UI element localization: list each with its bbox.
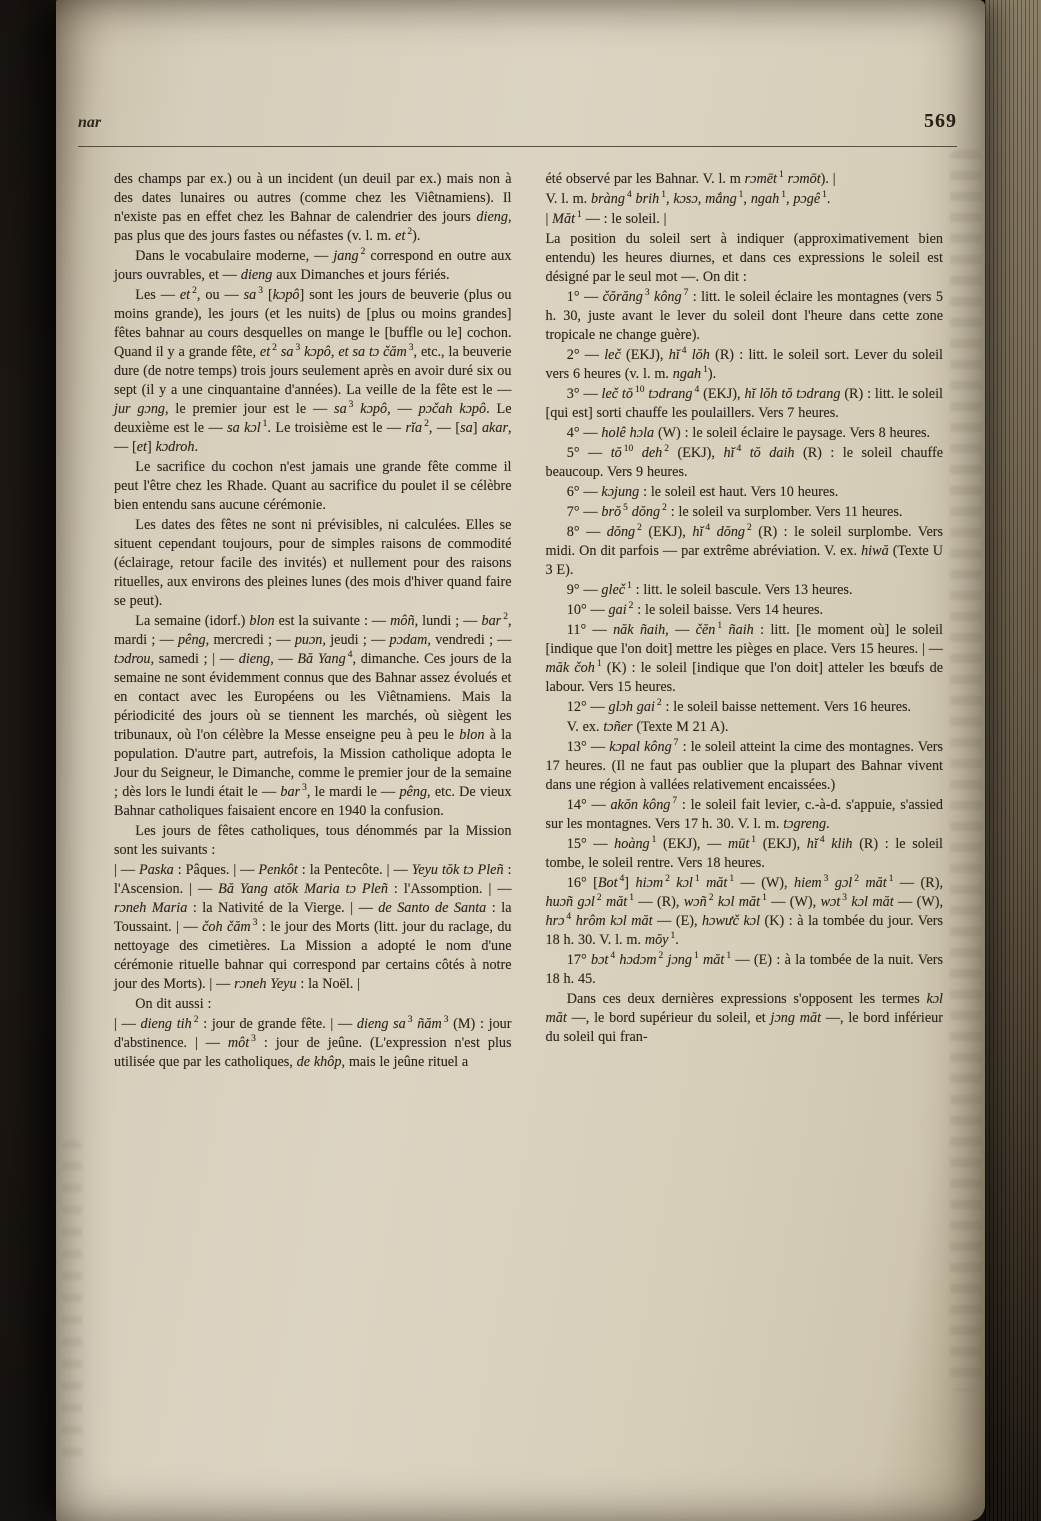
paragraph: 1° — čŏrăng $^3$ kông $^7$ : litt. le soleil éclaire les montagnes (vers 5 h. 30, juste avant le lever du soleil dont l'heure dans cette zone tropicale ne change guère).: [545, 288, 943, 343]
paragraph: 11° — năk ñaih, — čĕn $^1$ ñaih : litt. [le moment où] le soleil [indique que l'on doit] mettre les pièges en place. Vers 15 heures. | — măk čoh $^1$ (K) : le soleil [indique que l'on doit] atteler les bœufs de labour. Vers 15 heures.: [545, 621, 944, 695]
column-right: [546, 170, 944, 1073]
paragraph: Dans ces deux dernières expressions s'opposent les termes kɔl măt —, le bord supérieur du soleil, et jɔng măt —, le bord inférieur du soleil qui fran-: [545, 991, 943, 1045]
paragraph: V. ex. tɔñer (Texte M 21 A).: [566, 719, 729, 735]
paragraph: 15° — hoàng $^1$ (EKJ), — mūt $^1$ (EKJ), hĭ $^4$ klih (R) : le soleil tombe, le soleil rentre. Vers 18 heures.: [545, 835, 944, 871]
paragraph: 3° — leč tŏ $^{10}$ tɔdrang $^4$ (EKJ), hĭ lŏh tŏ tɔdrang (R) : litt. le soleil [qui est] sorti chauffe les poulaillers. Vers 7 heures.: [545, 385, 943, 421]
paragraph: Le sacrifice du cochon n'est jamais une grande fête comme il peut l'être chez les Rhade. Quant au sacrifice du poulet il se célèbre bien entendu sans aucune cérémonie.: [114, 459, 512, 513]
dictionary-page: [56, 0, 985, 1521]
paragraph: La position du soleil sert à indiquer (approximativement bien entendu) les heures diurnes, et dans ces expressions le soleil est désigné par le seul mot —. On dit :: [545, 231, 943, 285]
paragraph: des champs par ex.) ou à un incident (un deuil par ex.) mais non à des dates lunaires ou autres (comme chez les Viêtnamiens). Il n'existe pas en effet chez les Bahnar de calendrier des jours dieng, pas plus que des jours fastes ou néfastes (v. l. m. et $^2$).: [114, 171, 512, 244]
paragraph: Les — et $^2$, ou — sa $^3$ [kɔpô] sont les jours de beuverie (plus ou moins grande), les jours (et les nuits) de [plus ou moins grandes] fêtes bahnar au cours desquelles on mange le [buffle ou le] cochon. Quand il y a grande fête, et $^2$ sa $^3$ kɔpô, et sa tɔ čăm $^3$, etc., la beuverie dure (de notre temps) trois jours seulement après en avoir duré six ou sept (il y a une cinquantaine d'années). La veille de la fête est le — jur gɔng, le premier jour est le — sa $^3$ kɔpô, — pɔčah kɔpô. Le deuxième est le — sa kɔl $^1$. Le troisième est le — rĭa $^2$, — [sa] akar, — [et] kɔdroh.: [114, 286, 512, 455]
paragraph: 14° — akŏn kông $^7$ : le soleil fait levier, c.-à-d. s'appuie, s'assied sur les montagnes. Vers 17 h. 30. V. l. m. tɔgreng.: [545, 796, 943, 832]
paragraph: 7° — brŏ $^5$ dŏng $^2$ : le soleil va surplomber. Vers 11 heures.: [566, 503, 903, 520]
paragraph: 5° — tŏ $^{10}$ deh $^2$ (EKJ), hĭ $^4$ tŏ daih (R) : le soleil chauffe beaucoup. Vers 9 heures.: [545, 444, 944, 480]
paragraph: été observé par les Bahnar. V. l. m rɔmēt $^1$ rɔmōt). |: [545, 170, 836, 187]
paragraph: | Măt $^1$ — : le soleil. |: [545, 210, 667, 227]
paragraph: Les dates des fêtes ne sont ni prévisibles, ni calculées. Elles se situent cependant toujours, pour de simples raisons de commodité (éclairage, retour facile des invités) et nullement pour des raisons rituelles, aux environs des pleines lunes (des mois d'hiver quand faire se peut).: [114, 517, 512, 609]
paragraph: 16° [Bot $^4$] hiɔm $^2$ kɔl $^1$ măt $^1$ — (W), hiem $^3$ gɔl $^2$ măt $^1$ — (R), huɔñ gɔl $^2$ măt $^1$ — (R), wɔñ $^2$ kɔl măt $^1$ — (W), wɔt $^3$ kɔl măt — (W), hrɔ $^4$ hrôm kɔl măt — (E), hɔwưč kɔl (K) : à la tombée du jour. Vers 18 h. 30. V. l. m. mŏy $^1$.: [545, 874, 944, 948]
paragraph: On dit aussi :: [135, 996, 212, 1012]
paragraph: 8° — dŏng $^2$ (EKJ), hĭ $^4$ dŏng $^2$ (R) : le soleil surplombe. Vers midi. On dit parfois — par extrême abréviation. V. ex. hiwă (Texte U 3 E).: [545, 523, 944, 578]
column-left: [114, 170, 512, 1073]
paragraph: 4° — holê hɔla (W) : le soleil éclaire le paysage. Vers 8 heures.: [566, 425, 931, 441]
paragraph: | — dieng tih $^2$ : jour de grande fête. | — dieng sa $^3$ ñăm $^3$ (M) : jour d'abstinence. | — môt $^3$ : jour de jeûne. (L'expression n'est plus utilisée que par les catholiques, de khôp, mais le jeûne rituel a: [114, 1015, 512, 1070]
paragraph: Les jours de fêtes catholiques, tous dénommés par la Mission sont les suivants :: [114, 823, 512, 858]
page-header: [78, 110, 957, 133]
header-rule: [78, 146, 957, 147]
paragraph: | — Paska : Pâques. | — Penkôt : la Pentecôte. | — Yeyu tŏk tɔ Pleñ : l'Ascension. | — Bă Yang atŏk Maria tɔ Pleñ : l'Assomption. | — rɔneh Maria : la Nativité de la Vierge. | — de Santo de Santa : la Toussaint. | — čoh čăm $^3$ : le jour des Morts (litt. jour du raclage, du nettoyage des cimetières. La Mission a adopté le nom d'une cérémonie rituelle bahnar qui correspond par certains côtés à notre jour des Morts). | — rɔneh Yeyu : la Noël. |: [114, 862, 512, 992]
running-headword: nar: [78, 114, 102, 131]
bleed-through-artifacts: [950, 150, 982, 1391]
book-fore-edge-pages: [985, 0, 1041, 1521]
text-columns: [114, 170, 943, 1073]
page-number: 569: [924, 110, 957, 132]
paragraph: 10° — gai $^2$ : le soleil baisse. Vers 14 heures.: [566, 601, 824, 618]
paragraph: 9° — gleč $^1$ : litt. le soleil bascule. Vers 13 heures.: [566, 581, 853, 598]
paragraph: Dans le vocabulaire moderne, — jang $^2$ correspond en outre aux jours ouvrables, et — dieng aux Dimanches et jours fériés.: [114, 247, 512, 283]
paragraph: V. l. m. bràng $^4$ brih $^1$, kɔsɔ, mắng $^1$, ngah $^1$, pɔgê $^1$.: [545, 190, 831, 207]
paragraph: La semaine (idorf.) blon est la suivante : — môñ, lundi ; — bar $^2$, mardi ; — pêng, mercredi ; — puɔn, jeudi ; — pɔdam, vendredi ; — tɔdrou, samedi ; | — dieng, — Bă Yang $^4$, dimanche. Ces jours de la semaine ne sont évidemment connus que des Bahnar assez évolués et en contact avec les Européens ou les Viêtnamiens. Mais la périodicité des jours où se tiennent les marchés, où siègent les tribunaux, où l'on célèbre la Messe enseigne peu à peu le blon à la population. D'autre part, autrefois, la Mission catholique adopta le Jour du Seigneur, le Dimanche, comme le premier jour de la semaine ; dès lors le lundi était le — bar $^3$, le mardi le — pêng, etc. De vieux Bahnar catholiques faisaient encore en 1940 la confusion.: [114, 612, 512, 819]
paragraph: 2° — leč (EKJ), hĭ $^4$ lŏh (R) : litt. le soleil sort. Lever du soleil vers 6 heures (v. l. m. ngah $^1$).: [545, 346, 943, 382]
paragraph: 12° — glɔh gai $^2$ : le soleil baisse nettement. Vers 16 heures.: [566, 698, 912, 715]
paragraph: 6° — kɔjung : le soleil est haut. Vers 10 heures.: [566, 484, 839, 500]
bleed-through-artifacts: [62, 1140, 82, 1470]
paragraph: 17° bɔt $^4$ hɔdɔm $^2$ jɔng $^1$ măt $^1$ — (E) : à la tombée de la nuit. Vers 18 h. 45.: [545, 951, 943, 987]
paragraph: 13° — kɔpal kông $^7$ : le soleil atteint la cime des montagnes. Vers 17 heures. (Il ne faut pas oublier que la plupart des Bahnar vivent dans une région à vallées relativement encaissées.): [545, 738, 944, 793]
